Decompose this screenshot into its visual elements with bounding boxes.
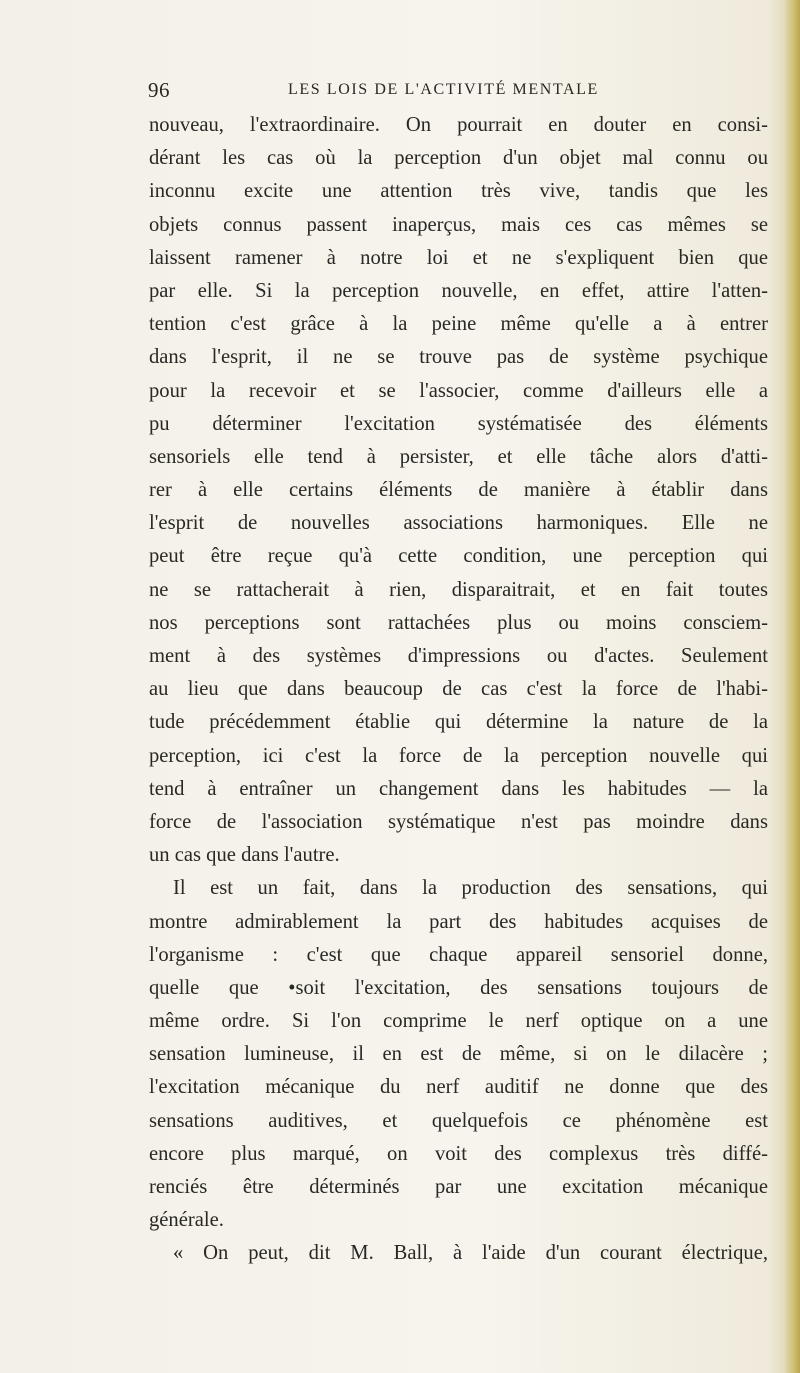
text-line: quelle que •soit l'excitation, des sensations toujours de bbox=[149, 976, 768, 999]
text-line: tude précédemment établie qui détermine la nature de la bbox=[149, 711, 768, 734]
body-text bbox=[149, 109, 768, 1271]
text-line: l'organisme : c'est que chaque appareil sensoriel donne, bbox=[149, 943, 768, 966]
page-number: 96 bbox=[148, 78, 170, 102]
text-line: nos perceptions sont rattachées plus ou moins consciem- bbox=[149, 611, 768, 634]
text-line: sensation lumineuse, il en est de même, si on le dilacère ; bbox=[149, 1043, 768, 1066]
paragraph-first-line: « On peut, dit M. Ball, à l'aide d'un courant électrique, bbox=[173, 1242, 768, 1265]
text-line: inconnu excite une attention très vive, tandis que les bbox=[149, 180, 768, 203]
text-line: montre admirablement la part des habitudes acquises de bbox=[149, 910, 768, 933]
text-line: par elle. Si la perception nouvelle, en effet, attire l'atten- bbox=[149, 279, 768, 302]
text-line: rer à elle certains éléments de manière à établir dans bbox=[149, 479, 768, 502]
paragraph-last-line: générale. bbox=[149, 1209, 224, 1232]
text-line: ne se rattacherait à rien, disparaitrait, et en fait toutes bbox=[149, 578, 768, 601]
text-line: sensoriels elle tend à persister, et elle tâche alors d'atti- bbox=[149, 445, 768, 468]
text-line: renciés être déterminés par une excitation mécanique bbox=[149, 1176, 768, 1198]
text-line: laissent ramener à notre loi et ne s'expliquent bien que bbox=[149, 246, 768, 269]
text-line: peut être reçue qu'à cette condition, une perception qui bbox=[149, 545, 768, 568]
text-line: au lieu que dans beaucoup de cas c'est la force de l'habi- bbox=[149, 678, 768, 701]
text-line: objets connus passent inaperçus, mais ces cas mêmes se bbox=[149, 213, 768, 236]
text-line: l'excitation mécanique du nerf auditif ne donne que des bbox=[149, 1076, 768, 1099]
text-line: force de l'association systématique n'est pas moindre dans bbox=[149, 810, 768, 833]
text-line: dans l'esprit, il ne se trouve pas de système psychique bbox=[149, 346, 768, 369]
text-line: même ordre. Si l'on comprime le nerf optique on a une bbox=[149, 1010, 768, 1033]
text-line: perception, ici c'est la force de la perception nouvelle qui bbox=[149, 744, 768, 767]
text-line: dérant les cas où la perception d'un objet mal connu ou bbox=[149, 147, 768, 170]
text-line: tend à entraîner un changement dans les habitudes — la bbox=[149, 777, 768, 800]
text-line: pour la recevoir et se l'associer, comme d'ailleurs elle a bbox=[149, 379, 768, 402]
text-line: l'esprit de nouvelles associations harmoniques. Elle ne bbox=[149, 512, 768, 535]
text-line: ment à des systèmes d'impressions ou d'actes. Seulement bbox=[149, 645, 768, 667]
page-edge-shadow bbox=[784, 0, 800, 1373]
text-line: tention c'est grâce à la peine même qu'elle a à entrer bbox=[149, 313, 768, 336]
paragraph-first-line: Il est un fait, dans la production des sensations, qui bbox=[173, 877, 768, 900]
paragraph-last-line: un cas que dans l'autre. bbox=[149, 844, 340, 867]
text-line: sensations auditives, et quelquefois ce phénomène est bbox=[149, 1109, 768, 1132]
page-header bbox=[148, 78, 768, 108]
running-head: LES LOIS DE L'ACTIVITÉ MENTALE bbox=[288, 81, 599, 98]
text-line: encore plus marqué, on voit des complexus très diffé- bbox=[149, 1142, 768, 1165]
text-line: pu déterminer l'excitation systématisée des éléments bbox=[149, 412, 768, 435]
text-line: nouveau, l'extraordinaire. On pourrait en douter en consi- bbox=[149, 114, 768, 136]
